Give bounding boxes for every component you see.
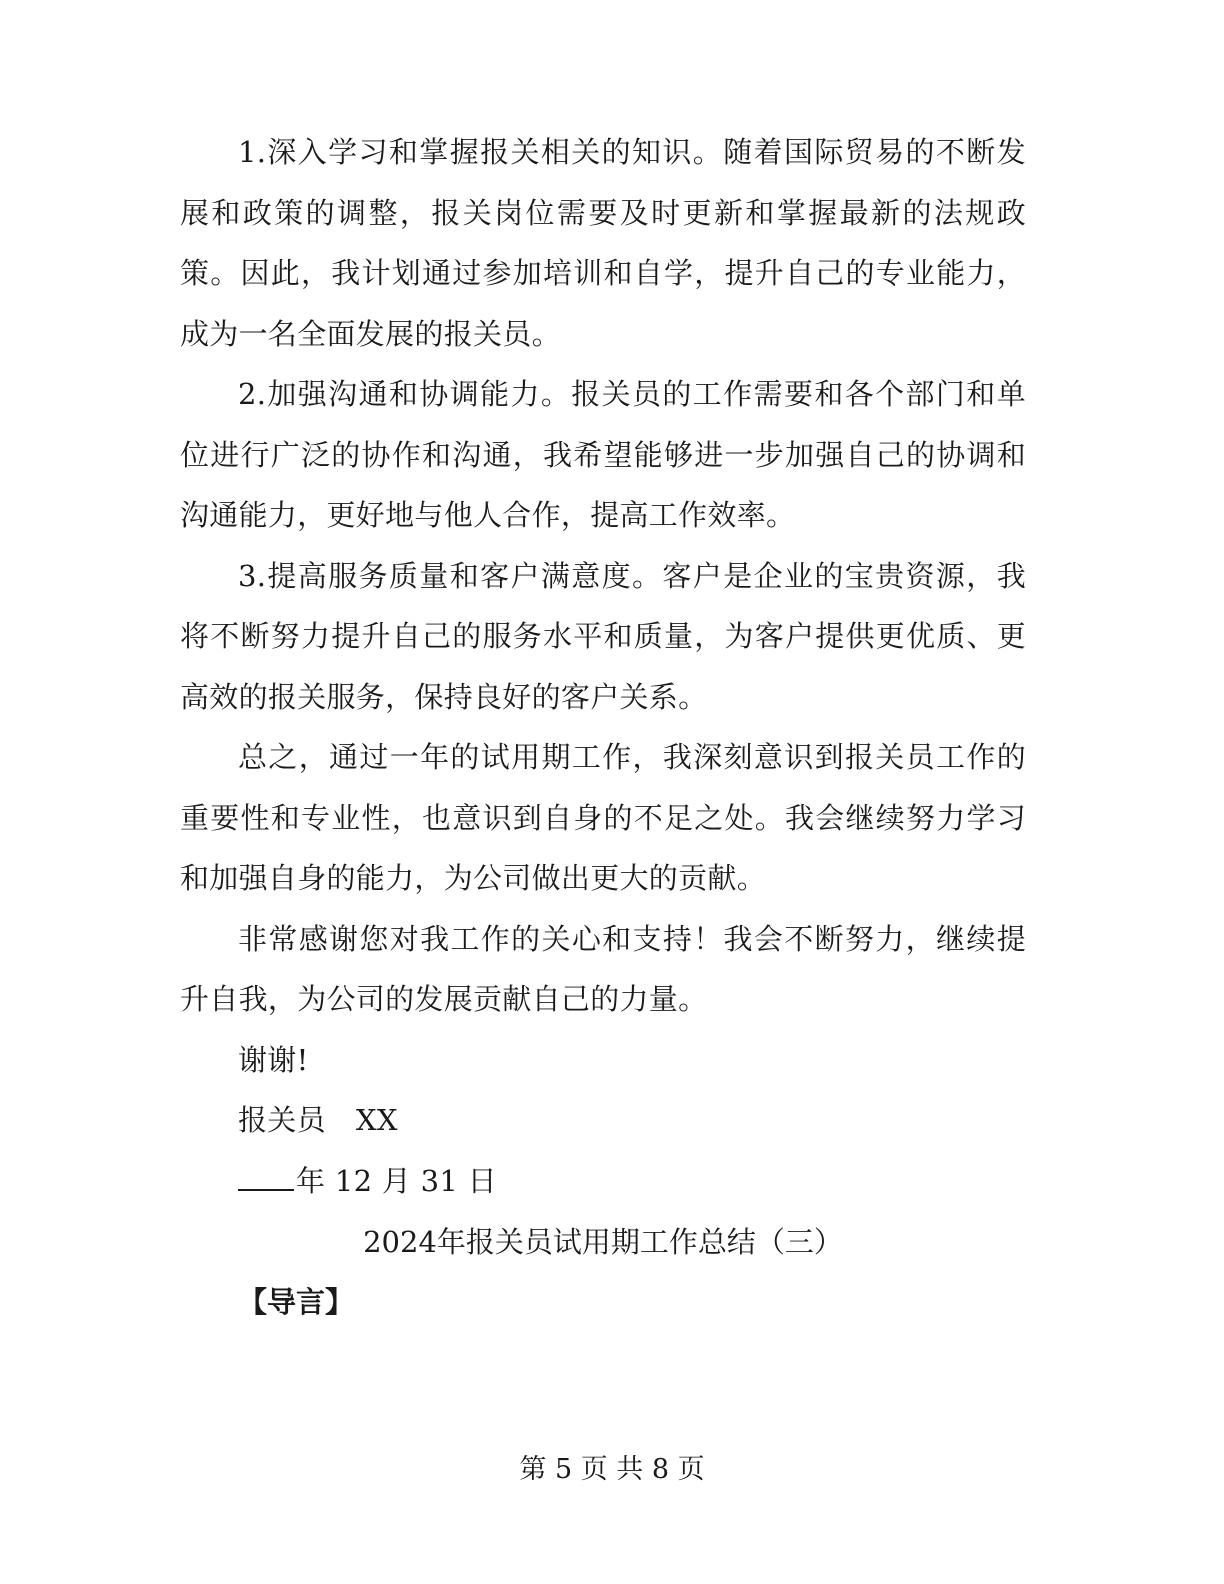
year-blank bbox=[238, 1167, 294, 1191]
signature-name: XX bbox=[355, 1103, 398, 1137]
date-line bbox=[180, 1151, 1026, 1212]
thanks-line: 谢谢! bbox=[238, 1042, 309, 1077]
signature-line bbox=[180, 1090, 1026, 1151]
paragraph-item-1: 1.深入学习和掌握报关相关的知识。随着国际贸易的不断发展和政策的调整，报关岗位需要及时更新和掌握最新的法规政策。因此，我计划通过参加培训和自学，提升自己的专业能力，成为一名全面发展的报关员。 bbox=[180, 135, 1026, 351]
paragraph-item-2: 2.加强沟通和协调能力。报关员的工作需要和各个部门和单位进行广泛的协作和沟通，我希望能够进一步加强自己的协调和沟通能力，更好地与他人合作，提高工作效率。 bbox=[180, 377, 1026, 532]
page-footer: 第 5 页 共 8 页 bbox=[519, 1454, 705, 1485]
section-label: 【导言】 bbox=[238, 1285, 355, 1319]
document-body bbox=[180, 122, 1026, 1211]
paragraph-thanks-note: 非常感谢您对我工作的关心和支持！我会不断努力，继续提升自我，为公司的发展贡献自己的力量。 bbox=[180, 921, 1026, 1016]
paragraph-item-3: 3.提高服务质量和客户满意度。客户是企业的宝贵资源，我将不断努力提升自己的服务水平和质量，为客户提供更优质、更高效的报关服务，保持良好的客户关系。 bbox=[180, 558, 1026, 714]
section-title: 2024年报关员试用期工作总结（三） bbox=[363, 1225, 843, 1259]
signature-role: 报关员 bbox=[238, 1103, 326, 1137]
paragraph-conclusion: 总之，通过一年的试用期工作，我深刻意识到报关员工作的重要性和专业性，也意识到自身的不足之处。我会继续努力学习和加强自身的能力，为公司做出更大的贡献。 bbox=[180, 740, 1026, 895]
date-text: 年 12 月 31 日 bbox=[296, 1163, 497, 1198]
